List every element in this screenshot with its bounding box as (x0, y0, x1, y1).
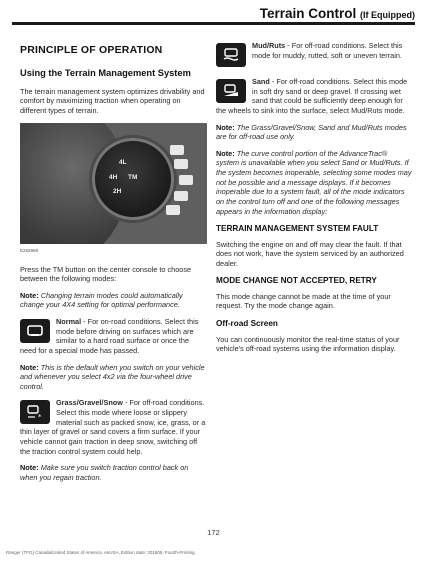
grass-gravel-snow-icon (20, 400, 50, 424)
mode-normal (20, 317, 207, 356)
knob-label-2h: 2H (113, 187, 122, 195)
note-label: Note: (20, 463, 39, 473)
off-road-screen-heading: Off-road Screen (216, 319, 278, 329)
edition-line: Ranger (TFG) Canada/United States of America, enUSA, Edition date: 201809, Fourth-Printing (6, 550, 195, 555)
header-rule (12, 22, 415, 25)
knob-label-4h: 4H (109, 173, 118, 181)
knob-label-tm: TM (128, 173, 138, 181)
grass-mode-title: Grass/Gravel/Snow (56, 398, 123, 408)
normal-mode-title: Normal (56, 317, 82, 327)
figure-code: E282969 (20, 247, 39, 253)
mud-mode-title: Mud/Ruts (252, 41, 286, 50)
mode-icons-ring (20, 123, 207, 244)
mode-grass-gravel-snow (20, 398, 207, 456)
fault-paragraph: Switching the engine on and off may clear the fault. If that does not work, have the system serviced by an authorized dealer. (216, 239, 404, 268)
note-text: Make sure you switch traction control back on when you regain traction. (20, 463, 189, 482)
header-title (260, 6, 415, 21)
note-traction-control (20, 463, 207, 482)
mode-change-heading: MODE CHANGE NOT ACCEPTED, RETRY (216, 276, 377, 286)
subsection-heading: Using the Terrain Management System (20, 68, 191, 78)
mode-mud-ruts (216, 41, 412, 69)
mode-icon-1 (174, 159, 188, 169)
mode-icon-4 (166, 205, 180, 215)
mud-mode-text: - For off-road conditions. Select this mode for muddy, rutted, soft or uneven terrain. (252, 41, 403, 60)
note-curve-control (216, 149, 412, 216)
note-text: Changing terrain modes could automatically change your 4X4 setting for optimal performance. (20, 290, 183, 310)
note-text: This is the default when you switch on your vehicle and whenever you select 4x2 via the four-wheel drive control. (20, 362, 205, 391)
mud-ruts-icon (216, 43, 246, 67)
note-off-road-only (216, 123, 412, 142)
tm-button-figure (20, 123, 207, 244)
sand-mode-title: Sand (252, 77, 270, 86)
page-number: 172 (207, 528, 220, 537)
note-default-mode (20, 363, 207, 392)
header-title-suffix: (If Equipped) (360, 10, 415, 20)
knob-label-4l: 4L (119, 158, 127, 166)
note-label: Note: (216, 122, 235, 132)
mode-icon-5 (170, 145, 184, 155)
svg-text:*: * (38, 413, 42, 421)
note-label: Note: (20, 290, 39, 300)
sand-mode-text: - For off-road conditions. Select this mode in soft dry sand or deep gravel. If crossing wet sand that could be sufficiently deep enough for the wheels to sink into the surface, select Mud/Ruts mode. (216, 77, 408, 115)
fault-heading: TERRAIN MANAGEMENT SYSTEM FAULT (216, 224, 379, 234)
note-label: Note: (20, 362, 39, 372)
section-heading: PRINCIPLE OF OPERATION (20, 44, 163, 56)
left-column (20, 44, 207, 489)
note-text: The Grass/Gravel/Snow, Sand and Mud/Ruts modes are for off-road use only. (216, 122, 407, 142)
mode-icon-3 (174, 191, 188, 201)
note-label: Note: (216, 148, 235, 158)
sand-icon (216, 79, 246, 103)
right-column (216, 41, 412, 361)
note-text: The curve control portion of the AdvanceTrac® system is unavailable when you select Sand or Mud/Ruts. If the system becomes inoperable, selecting some modes may not be possible and a message displays. If it becomes inoperable due to a system fault, all of the mode indicators on the control turn off and one of the following messages appears in the information display: (216, 148, 412, 216)
mode-sand (216, 77, 412, 116)
mode-icon-2 (179, 175, 193, 185)
off-road-screen-paragraph: You can continuously monitor the real-time status of your vehicle's off-road systems using the information display. (216, 334, 400, 354)
intro-paragraph: The terrain management system optimizes drivability and comfort by maximizing traction when operating on different types of terrain. (20, 86, 205, 115)
normal-mode-text: - For on-road conditions. Select this mode before driving on surfaces which are similar to a hard road surface or once the need for a special mode has passed. (20, 317, 199, 355)
press-tm-paragraph: Press the TM button on the center console to choose between the following modes: (20, 264, 192, 284)
header-title-main: Terrain Control (259, 6, 357, 21)
note-terrain-modes (20, 291, 207, 310)
mode-change-paragraph: This mode change cannot be made at the time of your request. Try the mode change again. (216, 291, 391, 311)
grass-mode-text: - For off-road conditions. Select this mode where loose or slippery material such as packed snow, ice, grass, or a thin layer of gravel or sand covers a firm surface. If your vehicle cannot gain traction in deep snow, switching off the traction control system could help. (20, 398, 206, 456)
normal-mode-icon (20, 319, 50, 343)
